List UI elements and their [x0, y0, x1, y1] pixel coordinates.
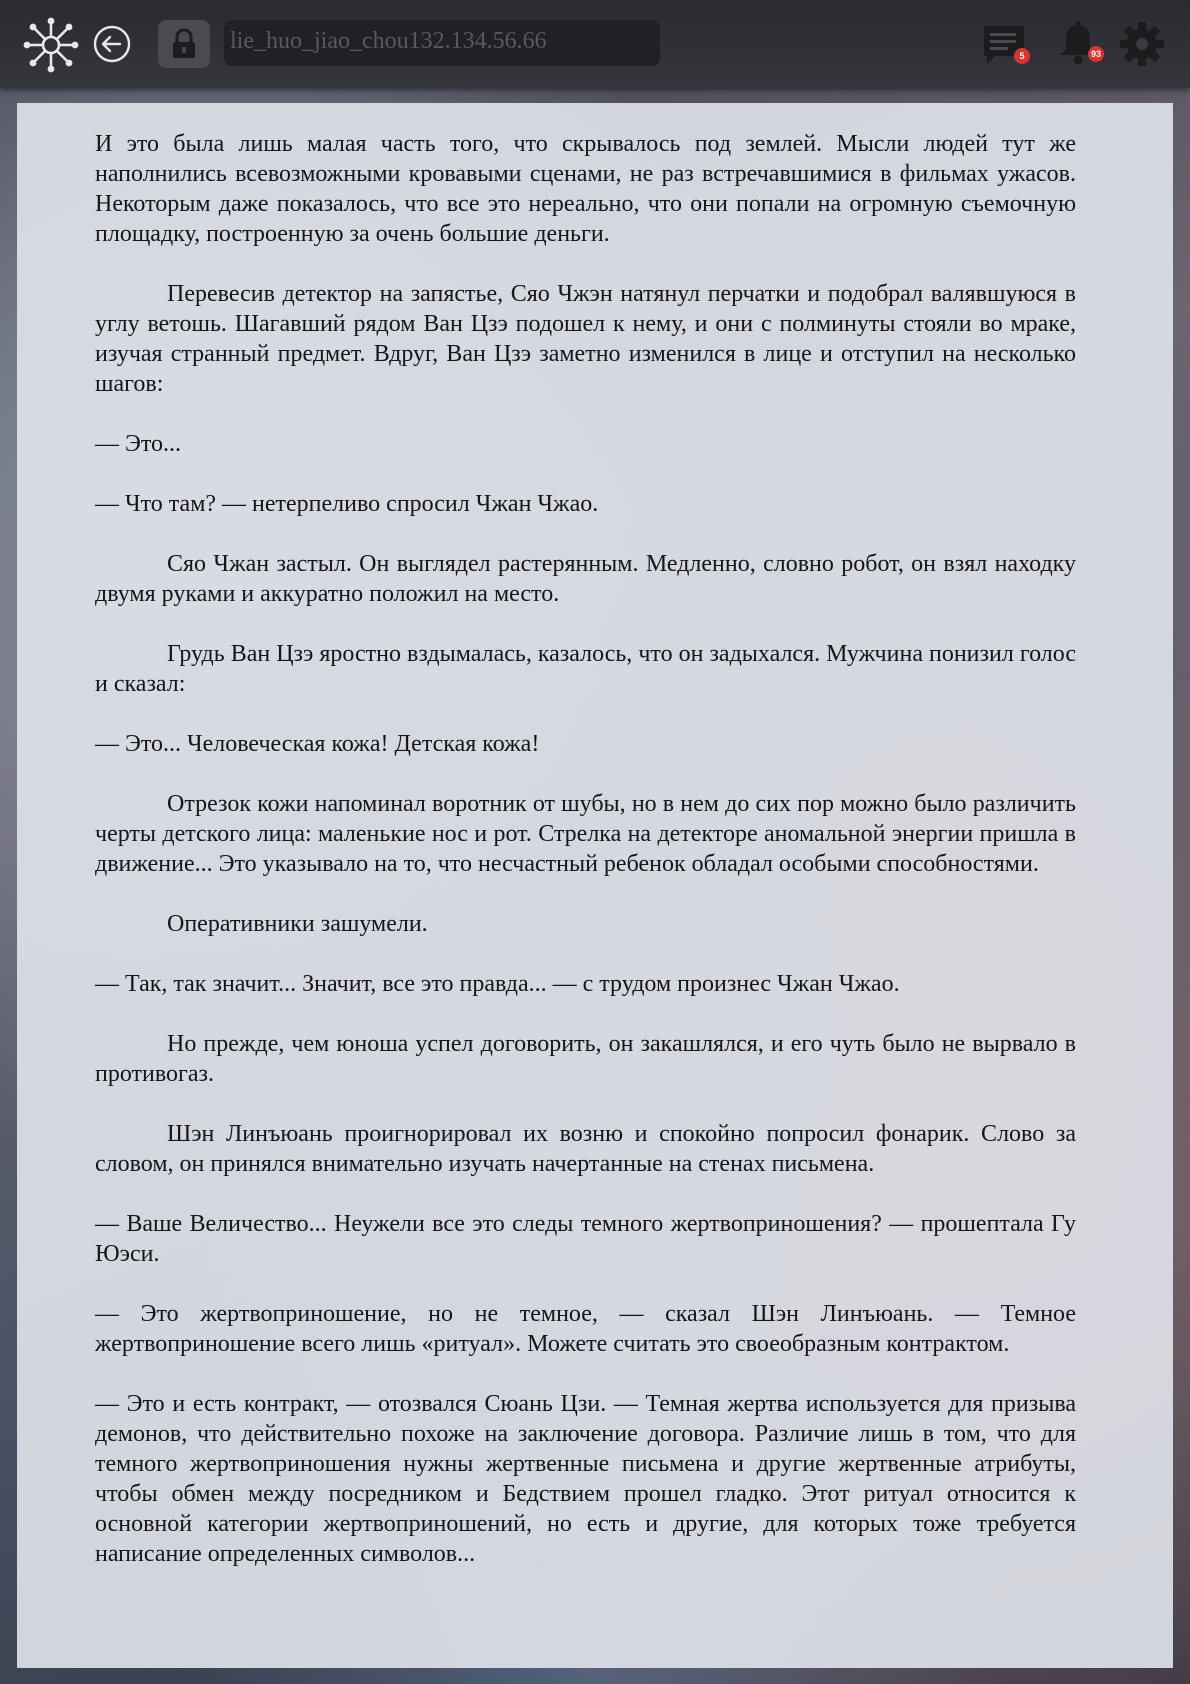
paragraph: Сяо Чжан застыл. Он выглядел растерянным. Медленно, словно робот, он взял находку двумя руками и аккуратно положил на место.: [95, 551, 1076, 607]
top-toolbar: [0, 0, 1190, 88]
paragraph: — Ваше Величество... Неужели все это следы темного жертвоприношения? — прошептала Гу Юэси.: [95, 1211, 1076, 1267]
paragraph: Перевесив детектор на запястье, Сяо Чжэн натянул перчатки и подобрал валявшуюся в углу ветошь. Шагавший рядом Ван Цзэ подошел к нему, и они с полминуты стояли во мраке, изучая странный предмет. Вдруг, Ван Цзэ заметно изменился в лице и отступил на несколько шагов:: [95, 281, 1076, 397]
paragraph: Но прежде, чем юноша успел договорить, он закашлялся, и его чуть было не вырвало в противогаз.: [95, 1031, 1076, 1087]
paragraph: Шэн Линъюань проигнорировал их возню и спокойно попросил фонарик. Слово за словом, он принялся внимательно изучать начертанные на стенах письмена.: [95, 1121, 1076, 1177]
lock-button[interactable]: [158, 20, 210, 68]
paragraph: — Это жертвоприношение, но не темное, — сказал Шэн Линъюань. — Темное жертвоприношение всего лишь «ритуал». Можете считать это своеобразным контрактом.: [95, 1301, 1076, 1357]
messages-button[interactable]: [980, 22, 1028, 68]
gear-icon[interactable]: [1118, 20, 1166, 68]
paragraph: Оперативники зашумели.: [167, 911, 428, 937]
paragraph: — Что там? — нетерпеливо спросил Чжан Чжао.: [95, 491, 599, 517]
network-logo-icon[interactable]: [22, 16, 80, 74]
paragraph: Грудь Ван Цзэ яростно вздымалась, казалось, что он задыхался. Мужчина понизил голос и сказал:: [95, 641, 1076, 697]
messages-badge: 5: [1014, 48, 1030, 64]
address-input[interactable]: lie_huo_jiao_chou132.134.56.66: [224, 20, 660, 66]
notifications-badge: 93: [1088, 46, 1104, 62]
paragraph: — Это и есть контракт, — отозвался Сюань Цзи. — Темная жертва используется для призыва демонов, что действительно похоже на заключение договора. Различие лишь в том, что для темного жертвоприношения нужны жертвенные письмена и другие жертвенные атрибуты, чтобы обмен между посредником и Бедствием прошел гладко. Этот ритуал относится к основной категории жертвоприношений, но есть и другие, для которых тоже требуется написание определенных символов...: [95, 1391, 1076, 1567]
lock-icon: [169, 28, 199, 60]
paragraph: — Это...: [95, 431, 182, 457]
notifications-button[interactable]: [1056, 20, 1100, 66]
reading-panel: [17, 103, 1173, 1668]
paragraph: И это была лишь малая часть того, что скрывалось под землей. Мысли людей тут же наполнились всевозможными кровавыми сценами, не раз встречавшимися в фильмах ужасов. Некоторым даже показалось, что все это нереально, что они попали на огромную съемочную площадку, построенную за очень большие деньги.: [95, 131, 1076, 247]
paragraph: — Это... Человеческая кожа! Детская кожа!: [95, 731, 540, 757]
back-arrow-icon[interactable]: [92, 24, 132, 64]
paragraph: — Так, так значит... Значит, все это правда... — с трудом произнес Чжан Чжао.: [95, 971, 900, 997]
paragraph: Отрезок кожи напоминал воротник от шубы, но в нем до сих пор можно было различить черты детского лица: маленькие нос и рот. Стрелка на детекторе аномальной энергии пришла в движение... Это указывало на то, что несчастный ребенок обладал особыми способностями.: [95, 791, 1076, 877]
